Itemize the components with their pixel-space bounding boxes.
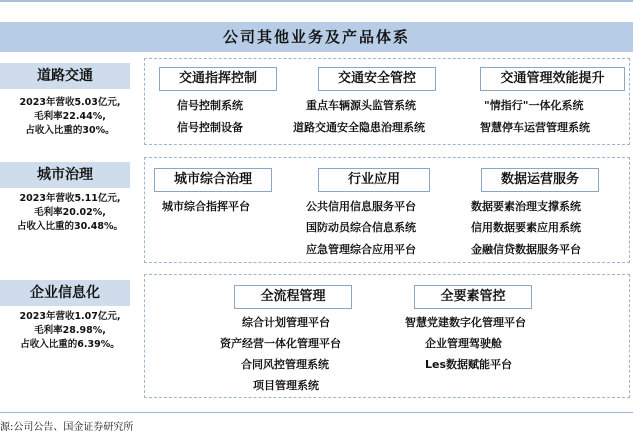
stat-line: 占收入比重的30.48%。: [16, 221, 124, 232]
top-rule: [0, 0, 633, 2]
product-item: 信用数据要素应用系统: [471, 221, 581, 234]
product-item: "情指行"一体化系统: [484, 99, 584, 112]
segment-label-city-governance: 城市治理: [0, 162, 130, 188]
stat-line: 毛利率22.44%,: [34, 111, 106, 122]
source-note: 源:公司公告、国金证券研究所: [0, 422, 134, 433]
stat-line: 毛利率28.98%,: [34, 325, 106, 336]
product-item: 城市综合指挥平台: [162, 200, 250, 213]
category-industry-applications: 行业应用: [318, 168, 430, 192]
segment-label-enterprise-it: 企业信息化: [0, 280, 130, 306]
category-traffic-command: 交通指挥控制: [159, 67, 277, 91]
stat-line: 2023年营收5.11亿元,: [19, 193, 121, 204]
segment-stats-city-governance: [0, 192, 140, 234]
product-item: 公共信用信息服务平台: [306, 200, 416, 213]
product-item: 道路交通安全隐患治理系统: [293, 121, 425, 134]
product-item: 合同风控管理系统: [241, 358, 329, 371]
product-item: 金融信贷数据服务平台: [471, 243, 581, 256]
category-data-operations: 数据运营服务: [481, 168, 599, 192]
stat-line: 毛利率20.02%,: [34, 207, 106, 218]
segment-stats-enterprise-it: [0, 310, 140, 352]
stat-line: 2023年营收1.07亿元,: [19, 311, 121, 322]
product-item: 企业管理驾驶舱: [425, 337, 502, 350]
stat-line: 2023年营收5.03亿元,: [19, 97, 121, 108]
product-item: 国防动员综合信息系统: [306, 221, 416, 234]
product-item: 应急管理综合应用平台: [306, 243, 416, 256]
category-full-process-management: 全流程管理: [234, 285, 352, 309]
stat-line: 占收入比重的30%。: [25, 125, 115, 136]
bottom-rule: [0, 412, 633, 413]
product-item: 信号控制系统: [177, 99, 243, 112]
product-item: 数据要素治理支撑系统: [471, 200, 581, 213]
category-traffic-safety: 交通安全管控: [318, 67, 436, 91]
product-item: 资产经营一体化管理平台: [220, 337, 341, 350]
product-item: Les数据赋能平台: [425, 358, 513, 371]
category-traffic-efficiency: 交通管理效能提升: [480, 67, 625, 91]
product-item: 综合计划管理平台: [242, 316, 330, 329]
stat-line: 占收入比重的6.39%。: [20, 339, 120, 350]
diagram-title: 公司其他业务及产品体系: [0, 22, 633, 52]
category-city-integrated-governance: 城市综合治理: [154, 168, 272, 192]
product-item: 智慧党建数字化管理平台: [405, 316, 526, 329]
segment-label-road-traffic: 道路交通: [0, 63, 130, 89]
product-item: 信号控制设备: [177, 121, 243, 134]
panel-enterprise-it: [144, 274, 630, 398]
segment-stats-road-traffic: [0, 96, 140, 138]
category-full-factor-control: 全要素管控: [414, 285, 532, 309]
product-item: 重点车辆源头监管系统: [306, 99, 416, 112]
product-item: 智慧停车运营管理系统: [480, 121, 590, 134]
product-item: 项目管理系统: [253, 379, 319, 392]
